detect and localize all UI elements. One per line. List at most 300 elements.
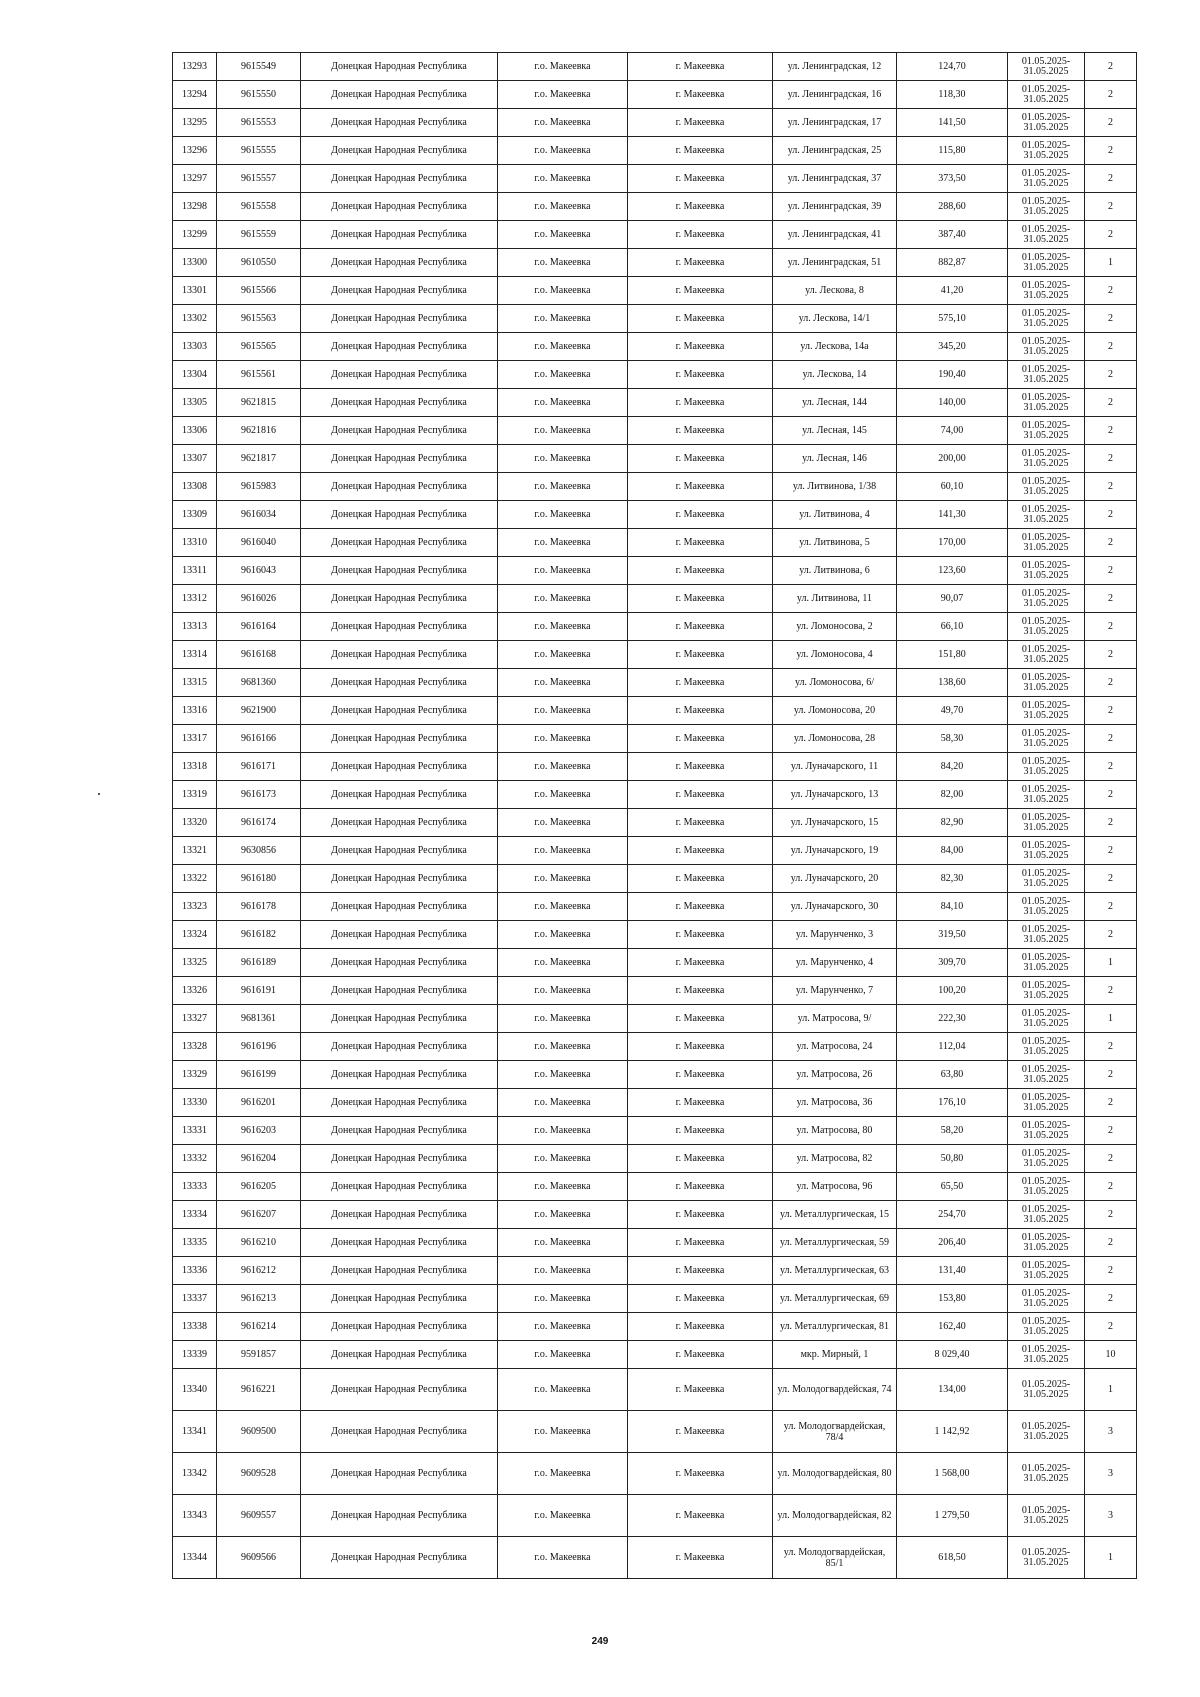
period-end: 31.05.2025 — [1023, 1472, 1069, 1484]
period-end: 31.05.2025 — [1023, 261, 1069, 273]
period-start: 01.05.2025- — [1021, 251, 1071, 263]
address-cell: ул. Молодогвардейская, 78/4 — [773, 1411, 897, 1453]
area-cell: 112,04 — [897, 1033, 1008, 1061]
district-cell: г.о. Макеевка — [498, 389, 628, 417]
count-cell: 2 — [1085, 193, 1137, 221]
city-cell: г. Макеевка — [628, 1537, 773, 1579]
area-cell: 118,30 — [897, 81, 1008, 109]
city-cell: г. Макеевка — [628, 1173, 773, 1201]
district-cell: г.о. Макеевка — [498, 1229, 628, 1257]
object-code-cell: 9591857 — [217, 1341, 301, 1369]
address-cell: ул. Луначарского, 13 — [773, 781, 897, 809]
district-cell: г.о. Макеевка — [498, 1033, 628, 1061]
object-code-cell: 9616026 — [217, 585, 301, 613]
area-cell: 138,60 — [897, 669, 1008, 697]
row-number-cell: 13339 — [173, 1341, 217, 1369]
district-cell: г.о. Макеевка — [498, 501, 628, 529]
period-end: 31.05.2025 — [1023, 1514, 1069, 1526]
object-code-cell: 9616210 — [217, 1229, 301, 1257]
area-cell: 618,50 — [897, 1537, 1008, 1579]
address-cell: ул. Металлургическая, 63 — [773, 1257, 897, 1285]
city-cell: г. Макеевка — [628, 1229, 773, 1257]
address-cell: ул. Литвинова, 1/38 — [773, 473, 897, 501]
area-cell: 49,70 — [897, 697, 1008, 725]
row-number-cell: 13296 — [173, 137, 217, 165]
address-cell: ул. Ленинградская, 12 — [773, 53, 897, 81]
table-row — [173, 1033, 1137, 1061]
period-start: 01.05.2025- — [1021, 111, 1071, 123]
scan-dot — [98, 793, 100, 795]
period-start: 01.05.2025- — [1021, 55, 1071, 67]
row-number-cell: 13301 — [173, 277, 217, 305]
area-cell: 82,00 — [897, 781, 1008, 809]
address-cell: ул. Матросова, 36 — [773, 1089, 897, 1117]
area-cell: 1 279,50 — [897, 1495, 1008, 1537]
count-cell: 2 — [1085, 137, 1137, 165]
row-number-cell: 13294 — [173, 81, 217, 109]
table-row — [173, 1117, 1137, 1145]
period-cell — [1008, 1061, 1085, 1089]
period-cell — [1008, 1145, 1085, 1173]
object-code-cell: 9616171 — [217, 753, 301, 781]
period-cell — [1008, 949, 1085, 977]
district-cell: г.о. Макеевка — [498, 1005, 628, 1033]
city-cell: г. Макеевка — [628, 389, 773, 417]
area-cell: 8 029,40 — [897, 1341, 1008, 1369]
table-row — [173, 81, 1137, 109]
table-row — [173, 473, 1137, 501]
period-start: 01.05.2025- — [1021, 923, 1071, 935]
period-start: 01.05.2025- — [1021, 1063, 1071, 1075]
district-cell: г.о. Макеевка — [498, 697, 628, 725]
area-cell: 131,40 — [897, 1257, 1008, 1285]
object-code-cell: 9616173 — [217, 781, 301, 809]
region-cell: Донецкая Народная Республика — [301, 697, 498, 725]
district-cell: г.о. Макеевка — [498, 305, 628, 333]
area-cell: 882,87 — [897, 249, 1008, 277]
row-number-cell: 13309 — [173, 501, 217, 529]
period-end: 31.05.2025 — [1023, 1017, 1069, 1029]
region-cell: Донецкая Народная Республика — [301, 781, 498, 809]
period-cell — [1008, 1453, 1085, 1495]
period-start: 01.05.2025- — [1021, 1504, 1071, 1516]
period-end: 31.05.2025 — [1023, 177, 1069, 189]
region-cell: Донецкая Народная Республика — [301, 641, 498, 669]
count-cell: 2 — [1085, 921, 1137, 949]
object-code-cell: 9621816 — [217, 417, 301, 445]
period-start: 01.05.2025- — [1021, 783, 1071, 795]
city-cell: г. Макеевка — [628, 613, 773, 641]
region-cell: Донецкая Народная Республика — [301, 277, 498, 305]
object-code-cell: 9616203 — [217, 1117, 301, 1145]
object-code-cell: 9615550 — [217, 81, 301, 109]
period-start: 01.05.2025- — [1021, 559, 1071, 571]
period-start: 01.05.2025- — [1021, 755, 1071, 767]
city-cell: г. Макеевка — [628, 1257, 773, 1285]
period-start: 01.05.2025- — [1021, 447, 1071, 459]
area-cell: 84,10 — [897, 893, 1008, 921]
object-code-cell: 9681360 — [217, 669, 301, 697]
object-code-cell: 9615559 — [217, 221, 301, 249]
table-row — [173, 1369, 1137, 1411]
row-number-cell: 13299 — [173, 221, 217, 249]
region-cell: Донецкая Народная Республика — [301, 949, 498, 977]
period-end: 31.05.2025 — [1023, 989, 1069, 1001]
object-code-cell: 9616199 — [217, 1061, 301, 1089]
region-cell: Донецкая Народная Республика — [301, 333, 498, 361]
count-cell: 2 — [1085, 753, 1137, 781]
area-cell: 65,50 — [897, 1173, 1008, 1201]
period-end: 31.05.2025 — [1023, 1185, 1069, 1197]
row-number-cell: 13324 — [173, 921, 217, 949]
district-cell: г.о. Макеевка — [498, 977, 628, 1005]
table-row — [173, 165, 1137, 193]
city-cell: г. Макеевка — [628, 1341, 773, 1369]
row-number-cell: 13320 — [173, 809, 217, 837]
object-code-cell: 9615563 — [217, 305, 301, 333]
city-cell: г. Макеевка — [628, 837, 773, 865]
district-cell: г.о. Макеевка — [498, 1117, 628, 1145]
period-start: 01.05.2025- — [1021, 223, 1071, 235]
table-row — [173, 949, 1137, 977]
area-cell: 176,10 — [897, 1089, 1008, 1117]
area-cell: 58,20 — [897, 1117, 1008, 1145]
period-start: 01.05.2025- — [1021, 895, 1071, 907]
city-cell: г. Макеевка — [628, 137, 773, 165]
period-end: 31.05.2025 — [1023, 821, 1069, 833]
city-cell: г. Макеевка — [628, 1089, 773, 1117]
area-cell: 190,40 — [897, 361, 1008, 389]
city-cell: г. Макеевка — [628, 697, 773, 725]
table-row — [173, 1257, 1137, 1285]
district-cell: г.о. Макеевка — [498, 53, 628, 81]
period-cell — [1008, 221, 1085, 249]
district-cell: г.о. Макеевка — [498, 641, 628, 669]
count-cell: 1 — [1085, 1005, 1137, 1033]
table-row — [173, 557, 1137, 585]
period-cell — [1008, 109, 1085, 137]
city-cell: г. Макеевка — [628, 333, 773, 361]
row-number-cell: 13303 — [173, 333, 217, 361]
table-row — [173, 361, 1137, 389]
count-cell: 3 — [1085, 1495, 1137, 1537]
period-end: 31.05.2025 — [1023, 709, 1069, 721]
table-row — [173, 809, 1137, 837]
area-cell: 140,00 — [897, 389, 1008, 417]
address-cell: ул. Ленинградская, 16 — [773, 81, 897, 109]
count-cell: 2 — [1085, 1201, 1137, 1229]
period-end: 31.05.2025 — [1023, 429, 1069, 441]
table-row — [173, 1061, 1137, 1089]
row-number-cell: 13323 — [173, 893, 217, 921]
row-number-cell: 13325 — [173, 949, 217, 977]
period-cell — [1008, 697, 1085, 725]
district-cell: г.о. Макеевка — [498, 81, 628, 109]
object-code-cell: 9616168 — [217, 641, 301, 669]
row-number-cell: 13311 — [173, 557, 217, 585]
address-cell: ул. Лесная, 144 — [773, 389, 897, 417]
region-cell: Донецкая Народная Республика — [301, 1033, 498, 1061]
period-end: 31.05.2025 — [1023, 93, 1069, 105]
object-code-cell: 9616040 — [217, 529, 301, 557]
period-cell — [1008, 333, 1085, 361]
period-start: 01.05.2025- — [1021, 1119, 1071, 1131]
district-cell: г.о. Макеевка — [498, 1089, 628, 1117]
city-cell: г. Макеевка — [628, 221, 773, 249]
object-code-cell: 9615558 — [217, 193, 301, 221]
table-row — [173, 389, 1137, 417]
district-cell: г.о. Макеевка — [498, 669, 628, 697]
address-cell: ул. Литвинова, 5 — [773, 529, 897, 557]
period-end: 31.05.2025 — [1023, 1325, 1069, 1337]
table-row — [173, 193, 1137, 221]
area-cell: 124,70 — [897, 53, 1008, 81]
period-end: 31.05.2025 — [1023, 121, 1069, 133]
object-code-cell: 9615557 — [217, 165, 301, 193]
period-start: 01.05.2025- — [1021, 307, 1071, 319]
district-cell: г.о. Макеевка — [498, 1201, 628, 1229]
region-cell: Донецкая Народная Республика — [301, 1369, 498, 1411]
period-cell — [1008, 1369, 1085, 1411]
region-cell: Донецкая Народная Республика — [301, 1285, 498, 1313]
table-row — [173, 1411, 1137, 1453]
table-row — [173, 977, 1137, 1005]
district-cell: г.о. Макеевка — [498, 1453, 628, 1495]
count-cell: 1 — [1085, 249, 1137, 277]
period-start: 01.05.2025- — [1021, 1007, 1071, 1019]
district-cell: г.о. Макеевка — [498, 417, 628, 445]
count-cell: 10 — [1085, 1341, 1137, 1369]
table-row — [173, 1313, 1137, 1341]
period-end: 31.05.2025 — [1023, 373, 1069, 385]
row-number-cell: 13330 — [173, 1089, 217, 1117]
period-cell — [1008, 53, 1085, 81]
region-cell: Донецкая Народная Республика — [301, 445, 498, 473]
region-cell: Донецкая Народная Республика — [301, 837, 498, 865]
row-number-cell: 13326 — [173, 977, 217, 1005]
period-end: 31.05.2025 — [1023, 149, 1069, 161]
address-cell: ул. Марунченко, 3 — [773, 921, 897, 949]
count-cell: 2 — [1085, 865, 1137, 893]
area-cell: 387,40 — [897, 221, 1008, 249]
period-start: 01.05.2025- — [1021, 867, 1071, 879]
period-start: 01.05.2025- — [1021, 503, 1071, 515]
period-end: 31.05.2025 — [1023, 961, 1069, 973]
table-row — [173, 53, 1137, 81]
city-cell: г. Макеевка — [628, 249, 773, 277]
address-cell: ул. Лескова, 14 — [773, 361, 897, 389]
table-row — [173, 305, 1137, 333]
object-code-cell: 9616207 — [217, 1201, 301, 1229]
period-cell — [1008, 669, 1085, 697]
table-row — [173, 1453, 1137, 1495]
period-start: 01.05.2025- — [1021, 419, 1071, 431]
district-cell: г.о. Макеевка — [498, 445, 628, 473]
address-cell: ул. Лесная, 145 — [773, 417, 897, 445]
area-cell: 575,10 — [897, 305, 1008, 333]
period-start: 01.05.2025- — [1021, 615, 1071, 627]
area-cell: 162,40 — [897, 1313, 1008, 1341]
table-row — [173, 1537, 1137, 1579]
period-cell — [1008, 1117, 1085, 1145]
period-end: 31.05.2025 — [1023, 625, 1069, 637]
city-cell: г. Макеевка — [628, 109, 773, 137]
area-cell: 123,60 — [897, 557, 1008, 585]
region-cell: Донецкая Народная Республика — [301, 1495, 498, 1537]
period-end: 31.05.2025 — [1023, 233, 1069, 245]
address-cell: ул. Лескова, 8 — [773, 277, 897, 305]
period-cell — [1008, 1033, 1085, 1061]
city-cell: г. Макеевка — [628, 305, 773, 333]
table-row — [173, 1285, 1137, 1313]
period-cell — [1008, 417, 1085, 445]
period-cell — [1008, 1341, 1085, 1369]
city-cell: г. Макеевка — [628, 585, 773, 613]
object-code-cell: 9616182 — [217, 921, 301, 949]
period-end: 31.05.2025 — [1023, 1101, 1069, 1113]
address-cell: ул. Молодогвардейская, 82 — [773, 1495, 897, 1537]
district-cell: г.о. Макеевка — [498, 921, 628, 949]
period-cell — [1008, 977, 1085, 1005]
table-row — [173, 865, 1137, 893]
row-number-cell: 13297 — [173, 165, 217, 193]
address-cell: ул. Ленинградская, 41 — [773, 221, 897, 249]
table-row — [173, 781, 1137, 809]
area-cell: 82,30 — [897, 865, 1008, 893]
count-cell: 2 — [1085, 781, 1137, 809]
count-cell: 2 — [1085, 1229, 1137, 1257]
table-row — [173, 753, 1137, 781]
period-end: 31.05.2025 — [1023, 485, 1069, 497]
area-cell: 84,20 — [897, 753, 1008, 781]
area-cell: 134,00 — [897, 1369, 1008, 1411]
period-end: 31.05.2025 — [1023, 1213, 1069, 1225]
count-cell: 2 — [1085, 221, 1137, 249]
count-cell: 2 — [1085, 1173, 1137, 1201]
period-start: 01.05.2025- — [1021, 83, 1071, 95]
period-cell — [1008, 1229, 1085, 1257]
area-cell: 373,50 — [897, 165, 1008, 193]
district-cell: г.о. Макеевка — [498, 165, 628, 193]
city-cell: г. Макеевка — [628, 361, 773, 389]
area-cell: 141,50 — [897, 109, 1008, 137]
address-cell: ул. Матросова, 80 — [773, 1117, 897, 1145]
area-cell: 50,80 — [897, 1145, 1008, 1173]
period-cell — [1008, 305, 1085, 333]
object-code-cell: 9616212 — [217, 1257, 301, 1285]
object-code-cell: 9616196 — [217, 1033, 301, 1061]
table-row — [173, 417, 1137, 445]
period-cell — [1008, 1495, 1085, 1537]
object-code-cell: 9616214 — [217, 1313, 301, 1341]
district-cell: г.о. Макеевка — [498, 1061, 628, 1089]
region-cell: Донецкая Народная Республика — [301, 921, 498, 949]
address-cell: ул. Литвинова, 4 — [773, 501, 897, 529]
district-cell: г.о. Макеевка — [498, 865, 628, 893]
object-code-cell: 9609566 — [217, 1537, 301, 1579]
address-cell: мкр. Мирный, 1 — [773, 1341, 897, 1369]
object-code-cell: 9616180 — [217, 865, 301, 893]
count-cell: 2 — [1085, 1061, 1137, 1089]
district-cell: г.о. Макеевка — [498, 249, 628, 277]
row-number-cell: 13308 — [173, 473, 217, 501]
count-cell: 2 — [1085, 333, 1137, 361]
period-cell — [1008, 473, 1085, 501]
count-cell: 2 — [1085, 725, 1137, 753]
period-cell — [1008, 193, 1085, 221]
period-end: 31.05.2025 — [1023, 681, 1069, 693]
district-cell: г.о. Макеевка — [498, 473, 628, 501]
area-cell: 288,60 — [897, 193, 1008, 221]
period-end: 31.05.2025 — [1023, 765, 1069, 777]
area-cell: 100,20 — [897, 977, 1008, 1005]
period-cell — [1008, 781, 1085, 809]
table-row — [173, 725, 1137, 753]
address-cell: ул. Марунченко, 4 — [773, 949, 897, 977]
district-cell: г.о. Макеевка — [498, 837, 628, 865]
count-cell: 2 — [1085, 893, 1137, 921]
row-number-cell: 13316 — [173, 697, 217, 725]
district-cell: г.о. Макеевка — [498, 193, 628, 221]
count-cell: 2 — [1085, 669, 1137, 697]
address-cell: ул. Ленинградская, 37 — [773, 165, 897, 193]
city-cell: г. Макеевка — [628, 1145, 773, 1173]
period-cell — [1008, 529, 1085, 557]
period-cell — [1008, 753, 1085, 781]
address-cell: ул. Лескова, 14/1 — [773, 305, 897, 333]
district-cell: г.о. Макеевка — [498, 1341, 628, 1369]
city-cell: г. Макеевка — [628, 949, 773, 977]
table-row — [173, 1341, 1137, 1369]
region-cell: Донецкая Народная Республика — [301, 893, 498, 921]
registry-table — [172, 52, 1137, 1579]
district-cell: г.о. Макеевка — [498, 1285, 628, 1313]
count-cell: 1 — [1085, 949, 1137, 977]
district-cell: г.о. Макеевка — [498, 277, 628, 305]
period-end: 31.05.2025 — [1023, 1241, 1069, 1253]
count-cell: 2 — [1085, 277, 1137, 305]
city-cell: г. Макеевка — [628, 865, 773, 893]
count-cell: 2 — [1085, 1257, 1137, 1285]
object-code-cell: 9609557 — [217, 1495, 301, 1537]
count-cell: 2 — [1085, 417, 1137, 445]
area-cell: 1 568,00 — [897, 1453, 1008, 1495]
period-start: 01.05.2025- — [1021, 811, 1071, 823]
address-cell: ул. Ленинградская, 51 — [773, 249, 897, 277]
address-cell: ул. Лесная, 146 — [773, 445, 897, 473]
period-end: 31.05.2025 — [1023, 205, 1069, 217]
region-cell: Донецкая Народная Республика — [301, 1173, 498, 1201]
region-cell: Донецкая Народная Республика — [301, 249, 498, 277]
period-cell — [1008, 1173, 1085, 1201]
table-row — [173, 1201, 1137, 1229]
city-cell: г. Макеевка — [628, 501, 773, 529]
count-cell: 2 — [1085, 977, 1137, 1005]
region-cell: Донецкая Народная Республика — [301, 809, 498, 837]
count-cell: 2 — [1085, 53, 1137, 81]
object-code-cell: 9615983 — [217, 473, 301, 501]
table-row — [173, 109, 1137, 137]
district-cell: г.о. Макеевка — [498, 109, 628, 137]
city-cell: г. Макеевка — [628, 921, 773, 949]
period-end: 31.05.2025 — [1023, 1297, 1069, 1309]
region-cell: Донецкая Народная Республика — [301, 361, 498, 389]
row-number-cell: 13305 — [173, 389, 217, 417]
district-cell: г.о. Макеевка — [498, 1145, 628, 1173]
address-cell: ул. Матросова, 26 — [773, 1061, 897, 1089]
object-code-cell: 9616189 — [217, 949, 301, 977]
district-cell: г.о. Макеевка — [498, 1313, 628, 1341]
